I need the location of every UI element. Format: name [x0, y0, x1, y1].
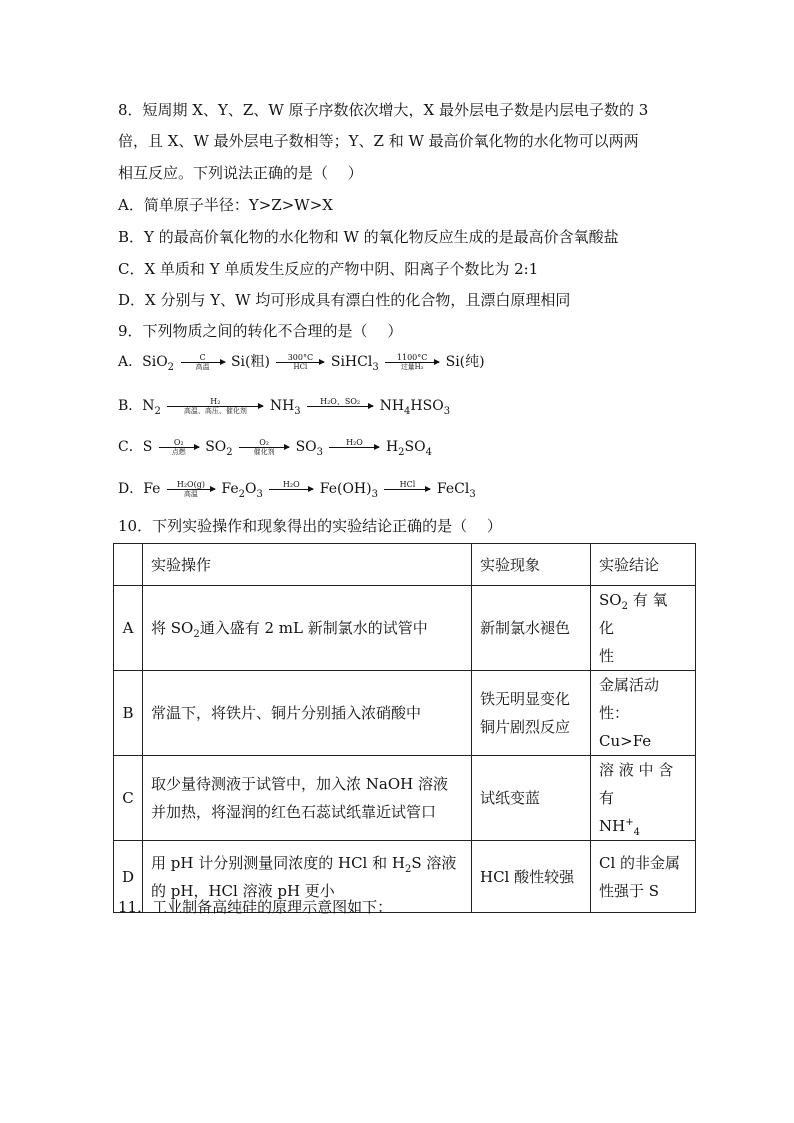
- reaction-arrow: 300°C HCl: [276, 353, 324, 372]
- phenomenon-cell: 试纸变蓝: [472, 756, 591, 841]
- table-row: [114, 756, 696, 841]
- q9-option-b: B．$N_2$ H₂ 高温、高压、催化剂 $NH_3$ H₂O、SO₂ $NH_4HSO_3$: [118, 396, 451, 417]
- operation-cell: 用 pH 计分别测量同浓度的 HCl 和 $H_2S$ 溶液 的 pH，HCl 溶液 pH 更小: [143, 841, 472, 913]
- operation-cell: 将 $SO_2$通入盛有 2 mL 新制氯水的试管中: [143, 586, 472, 671]
- reaction-arrow: C 高温: [181, 353, 225, 372]
- q8-option-a: A．简单原子半径：Y>Z>W>X: [118, 196, 333, 214]
- q8-stem-line1: 8．短周期 X、Y、Z、W 原子序数依次增大，X 最外层电子数是内层电子数的 3: [118, 101, 649, 119]
- header-cell: 实验结论: [591, 544, 696, 586]
- reaction-arrow: H₂O、SO₂: [307, 397, 373, 416]
- q11-stem: 11．工业制备高纯硅的原理示意图如下：: [118, 898, 393, 916]
- conclusion-cell: Cl 的非金属 性强于 S: [591, 841, 696, 913]
- q9-option-d: D．Fe H₂O(g) 高温 $Fe_2O_3$ H₂O $Fe(OH)_3$ HCl FeCl$_3$: [118, 479, 476, 500]
- phenomenon-cell: HCl 酸性较强: [472, 841, 591, 913]
- reaction-arrow: H₂ 高温、高压、催化剂: [167, 397, 263, 416]
- q9-option-c: C．S O₂ 点燃 $SO_2$ O₂ 催化剂 $SO_3$ H₂O $H_2SO_4$: [118, 437, 432, 458]
- reaction-arrow: O₂ 点燃: [159, 438, 199, 457]
- conclusion-cell: 金属活动性： Cu>Fe: [591, 671, 696, 756]
- q8-option-b: B．Y 的最高价氧化物的水化物和 W 的氧化物反应生成的是最高价含氧酸盐: [118, 228, 619, 246]
- reaction-arrow: HCl: [384, 480, 430, 499]
- operation-cell: 常温下，将铁片、铜片分别插入浓硝酸中: [143, 671, 472, 756]
- row-key: B: [114, 671, 143, 756]
- reaction-arrow: H₂O: [269, 480, 313, 499]
- reaction-arrow: 1100°C 过量H₂: [385, 353, 439, 372]
- row-key: A: [114, 586, 143, 671]
- experiment-table: [113, 543, 696, 913]
- q10-stem: 10．下列实验操作和现象得出的实验结论正确的是（ ）: [118, 517, 502, 535]
- phenomenon-cell: 铁无明显变化 铜片剧烈反应: [472, 671, 591, 756]
- table-header-row: [114, 544, 696, 586]
- conclusion-cell: $SO_2$ 有 氧 化 性: [591, 586, 696, 671]
- reaction-arrow: H₂O: [329, 438, 379, 457]
- operation-cell: 取少量待测液于试管中，加入浓 NaOH 溶液 并加热，将湿润的红色石蕊试纸靠近试管口: [143, 756, 472, 841]
- q8-option-c: C．X 单质和 Y 单质发生反应的产物中阴、阳离子个数比为 2:1: [118, 260, 539, 278]
- q9-stem: 9．下列物质之间的转化不合理的是（ ）: [118, 322, 403, 340]
- q8-stem-line3: 相互反应。下列说法正确的是（ ）: [118, 164, 363, 182]
- row-key: C: [114, 756, 143, 841]
- conclusion-cell: 溶 液 中 含 有 $NH^+_4$: [591, 756, 696, 841]
- q8-stem-line2: 倍，且 X、W 最外层电子数相等；Y、Z 和 W 最高价氧化物的水化物可以两两: [118, 132, 639, 150]
- header-cell: 实验现象: [472, 544, 591, 586]
- table-row: [114, 586, 696, 671]
- reaction-arrow: O₂ 催化剂: [239, 438, 289, 457]
- header-cell: [114, 544, 143, 586]
- header-cell: 实验操作: [143, 544, 472, 586]
- phenomenon-cell: 新制氯水褪色: [472, 586, 591, 671]
- q8-option-d: D．X 分别与 Y、W 均可形成具有漂白性的化合物，且漂白原理相同: [118, 291, 571, 309]
- row-key: D: [114, 841, 143, 913]
- q9-option-a: A．SiO$_2$ C 高温 Si(粗) 300°C HCl SiHCl$_3$ 1100°C 过量H₂ Si(纯): [118, 352, 485, 373]
- table-row: [114, 671, 696, 756]
- reaction-arrow: H₂O(g) 高温: [167, 480, 215, 499]
